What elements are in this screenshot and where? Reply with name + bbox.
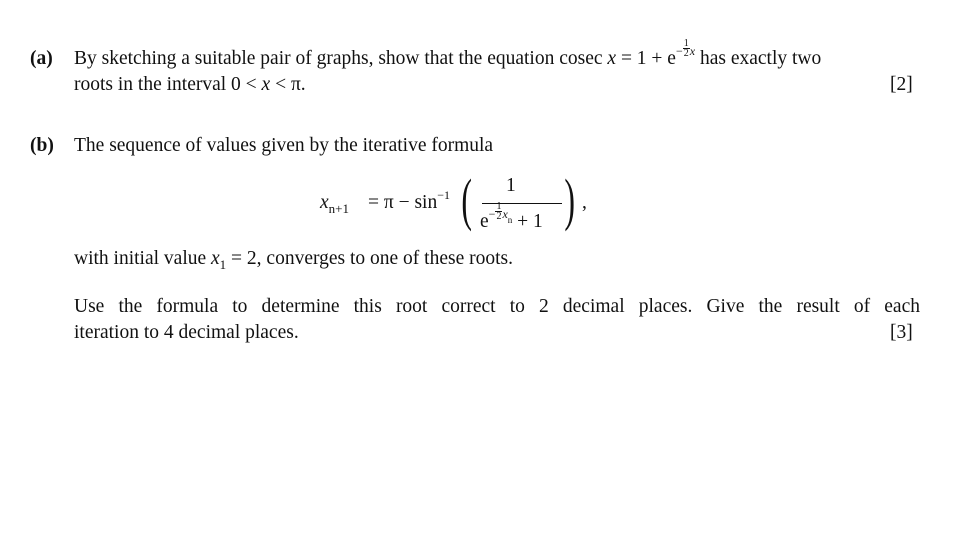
lhs-var: x [320,192,329,213]
part-a-line-2 [74,74,306,96]
exponent-sign: − [675,44,683,58]
formula-denominator [480,201,543,233]
part-b-label: (b) [30,135,54,156]
lhs-subscript: n+1 [328,201,349,216]
den-plus: + 1 [517,211,543,232]
part-a-eq-mid: = 1 + e [620,48,676,69]
instruction-line-2: iteration to 4 decimal places. [74,322,299,343]
part-a-line1-post: has exactly two [699,48,822,69]
fraction-bar [482,203,562,204]
formula-rhs [368,188,451,214]
left-paren: ( [461,167,472,232]
part-a-label: (a) [30,48,53,69]
rhs-pre: = π − sin [368,192,438,213]
part-b-marks: [3] [890,322,913,343]
initial-value-line [74,248,513,270]
part-b-intro: The sequence of values given by the iterative formula [74,135,494,156]
initial-subscript: 1 [219,257,227,272]
iterative-formula [320,167,590,242]
den-e: e [480,211,489,232]
arcsin-sup: −1 [437,188,451,202]
instruction-line-1: Use the formula to determine this root correct to 2 decimal places. Give the result of each [74,296,920,317]
den-exp-fraction: $\frac{1}{2}$ [496,201,502,222]
part-a-line2-pre: roots in the interval 0 < [74,74,257,95]
den-exp-var: x [502,207,508,221]
exponent-fraction: $\frac{1}{2}$ [683,38,689,59]
var-x: x [607,48,617,69]
formula-lhs [320,192,349,214]
right-paren: ) [564,167,575,232]
part-a-line1-pre: By sketching a suitable pair of graphs, show that the equation cosec [74,48,603,69]
part-a-line2-mid: < [275,74,287,95]
initial-var: x [211,248,220,269]
formula-comma: , [582,192,587,213]
formula-numerator: 1 [506,175,516,196]
part-a-line-1 [74,38,822,70]
den-exp-sub: n [507,215,513,225]
exponent-var: x [689,44,696,58]
initial-post: = 2, converges to one of these roots. [231,248,513,269]
pi-symbol: π. [290,74,306,95]
den-exp-sign: − [488,207,496,221]
var-x: x [261,74,271,95]
part-a-marks: [2] [890,74,913,95]
initial-pre: with initial value [74,248,207,269]
